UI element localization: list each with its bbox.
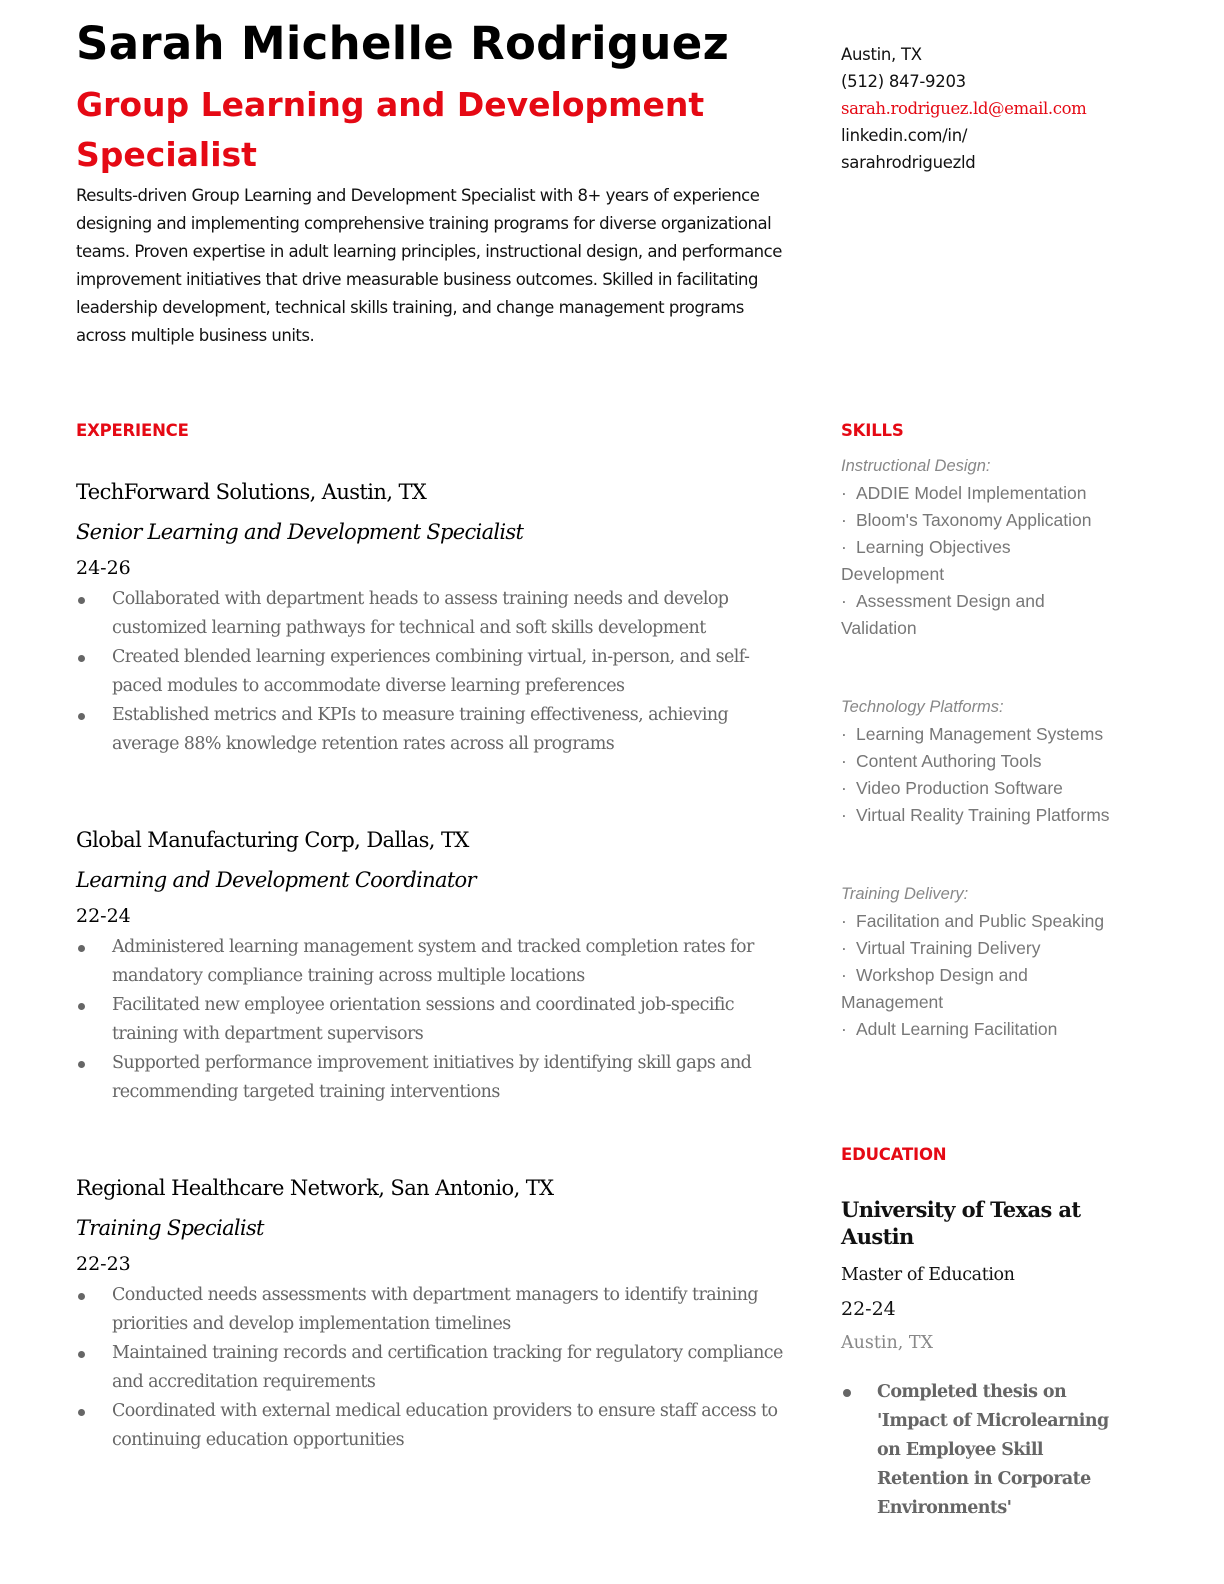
experience-heading: EXPERIENCE <box>76 421 189 440</box>
skill-text: Bloom's Taxonomy Application <box>856 510 1092 530</box>
skills-heading: SKILLS <box>841 421 904 440</box>
professional-summary: Results-driven Group Learning and Development Specialist with 8+ years of experience designing and implementing comprehensive training programs for diverse organizational teams. Proven expertise in adult learning principles, instructional design, and performance improvement initiatives that drive measurable business outcomes. Skilled in facilitating leadership development, technical skills training, and change management programs across multiple business units. <box>76 186 782 345</box>
skill-text: Content Authoring Tools <box>856 751 1042 771</box>
skill-text: Adult Learning Facilitation <box>856 1019 1058 1039</box>
job-entry <box>76 1173 786 1455</box>
contact-block <box>841 41 1106 176</box>
bullet-text: Supported performance improvement initiatives by identifying skill gaps and recommending targeted training interventions <box>112 1053 752 1102</box>
skill-item <box>841 908 1111 935</box>
contact-email-link[interactable]: sarah.rodriguez.ld@email.com <box>841 99 1087 118</box>
education-degree: Master of Education <box>841 1265 1015 1285</box>
skill-item <box>841 721 1111 748</box>
skill-text: Workshop Design and Management <box>841 965 1028 1012</box>
bullet-text: Established metrics and KPIs to measure training effectiveness, achieving average 88% knowledge retention rates across all programs <box>112 705 729 754</box>
bullet-text: Collaborated with department heads to assess training needs and develop customized learning pathways for technical and soft skills development <box>112 589 729 638</box>
bullet-icon <box>78 945 85 952</box>
skill-text: Learning Objectives Development <box>841 537 1011 584</box>
job-bullets <box>76 933 786 1107</box>
bullet-text: Administered learning management system and tracked completion rates for mandatory compliance training across multiple locations <box>112 937 754 986</box>
candidate-headline: Group Learning and Development Specialist <box>76 85 705 174</box>
bullet-icon: · <box>841 778 847 798</box>
job-entry <box>76 825 786 1107</box>
job-bullet <box>76 1339 786 1397</box>
education-bullets <box>841 1378 1111 1523</box>
bullet-text: Created blended learning experiences combining virtual, in-person, and self-paced modules to accommodate diverse learning preferences <box>112 647 750 696</box>
skill-item <box>841 802 1111 829</box>
bullet-icon <box>78 655 85 662</box>
bullet-icon: · <box>841 911 847 931</box>
education-location: Austin, TX <box>841 1333 934 1353</box>
contact-linkedin-link[interactable]: linkedin.com/in/ sarahrodriguezld <box>841 126 976 172</box>
skill-item <box>841 507 1111 534</box>
skill-item <box>841 1016 1111 1043</box>
candidate-name: Sarah Michelle Rodriguez <box>76 17 730 70</box>
bullet-icon: · <box>841 965 847 985</box>
skill-text: ADDIE Model Implementation <box>856 483 1087 503</box>
job-bullet <box>76 1281 786 1339</box>
bullet-icon <box>78 1061 85 1068</box>
bullet-icon <box>78 1293 85 1300</box>
job-company: Regional Healthcare Network, San Antonio, TX <box>76 1176 554 1200</box>
skill-category: Technology Platforms: <box>841 698 1004 716</box>
education-entry <box>841 1196 1111 1523</box>
bullet-icon <box>78 713 85 720</box>
bullet-icon: · <box>841 483 847 503</box>
education-dates: 22-24 <box>841 1298 896 1320</box>
contact-location: Austin, TX <box>841 45 922 64</box>
bullet-icon: · <box>841 510 847 530</box>
job-bullet <box>76 1049 786 1107</box>
job-dates: 22-23 <box>76 1253 131 1275</box>
bullet-text: Maintained training records and certification tracking for regulatory compliance and accreditation requirements <box>112 1343 783 1392</box>
bullet-icon <box>78 1003 85 1010</box>
bullet-icon <box>78 597 85 604</box>
bullet-icon: · <box>841 1019 847 1039</box>
job-bullets <box>76 585 786 759</box>
job-dates: 24-26 <box>76 557 131 579</box>
bullet-icon: · <box>841 751 847 771</box>
bullet-icon <box>78 1409 85 1416</box>
job-company: TechForward Solutions, Austin, TX <box>76 480 427 504</box>
bullet-text: Coordinated with external medical education providers to ensure staff access to continuing education opportunities <box>112 1401 778 1450</box>
job-title: Senior Learning and Development Specialist <box>76 520 524 544</box>
bullet-text: Completed thesis on 'Impact of Microlearning on Employee Skill Retention in Corporate Environments' <box>877 1382 1109 1518</box>
skill-category: Instructional Design: <box>841 457 991 475</box>
contact-phone: (512) 847-9203 <box>841 72 966 91</box>
bullet-icon <box>78 1351 85 1358</box>
education-heading: EDUCATION <box>841 1145 947 1164</box>
skill-text: Facilitation and Public Speaking <box>856 911 1105 931</box>
job-company: Global Manufacturing Corp, Dallas, TX <box>76 828 469 852</box>
skill-text: Virtual Training Delivery <box>856 938 1041 958</box>
skills-list <box>841 453 1111 1095</box>
education-bullet <box>841 1378 1111 1523</box>
job-dates: 22-24 <box>76 905 131 927</box>
bullet-text: Facilitated new employee orientation sessions and coordinated job-specific training with department supervisors <box>112 995 734 1044</box>
job-bullet <box>76 643 786 701</box>
job-bullet <box>76 933 786 991</box>
job-bullet <box>76 701 786 759</box>
job-title: Training Specialist <box>76 1216 264 1240</box>
skill-text: Virtual Reality Training Platforms <box>856 805 1110 825</box>
skill-text: Video Production Software <box>856 778 1063 798</box>
skill-item <box>841 534 1111 588</box>
bullet-icon: · <box>841 805 847 825</box>
skill-item <box>841 748 1111 775</box>
skill-group <box>841 694 1111 829</box>
job-bullet <box>76 1397 786 1455</box>
skill-category: Training Delivery: <box>841 885 969 903</box>
job-bullets <box>76 1281 786 1455</box>
job-bullet <box>76 585 786 643</box>
skill-item <box>841 935 1111 962</box>
job-title: Learning and Development Coordinator <box>76 868 476 892</box>
skill-group <box>841 881 1111 1043</box>
bullet-icon: · <box>841 938 847 958</box>
skill-item <box>841 588 1111 642</box>
skill-text: Learning Management Systems <box>856 724 1104 744</box>
education-school: University of Texas at Austin <box>841 1197 1081 1249</box>
skill-group <box>841 453 1111 642</box>
skill-item <box>841 775 1111 802</box>
bullet-icon <box>843 1389 851 1397</box>
skill-item <box>841 480 1111 507</box>
bullet-icon: · <box>841 591 847 611</box>
job-entry <box>76 477 786 759</box>
skill-item <box>841 962 1111 1016</box>
skill-text: Assessment Design and Validation <box>841 591 1045 638</box>
bullet-text: Conducted needs assessments with department managers to identify training priorities and develop implementation timelines <box>112 1285 758 1334</box>
job-bullet <box>76 991 786 1049</box>
bullet-icon: · <box>841 724 847 744</box>
bullet-icon: · <box>841 537 847 557</box>
